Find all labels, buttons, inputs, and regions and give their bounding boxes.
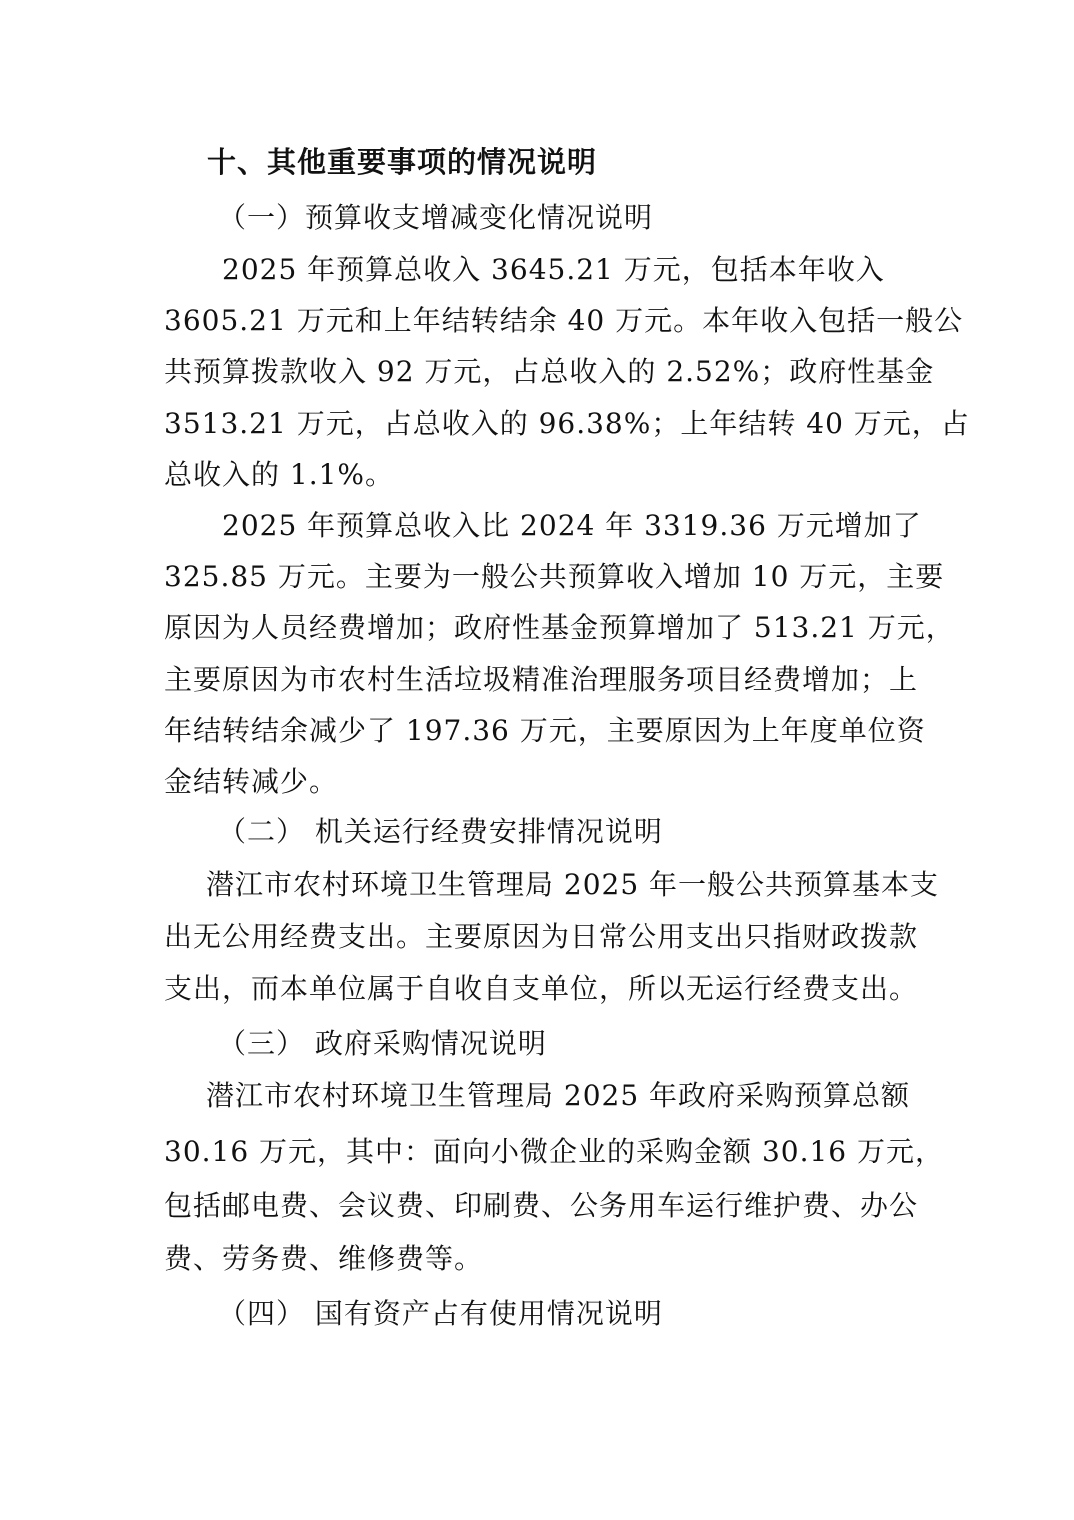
- paragraph-line: 2025 年预算总收入比 2024 年 3319.36 万元增加了: [222, 509, 922, 542]
- paragraph-line: 金结转减少。: [164, 765, 339, 798]
- paragraph-line: 2025 年预算总收入 3645.21 万元，包括本年收入: [222, 253, 885, 286]
- paragraph-line: 费、劳务费、维修费等。: [164, 1242, 484, 1275]
- paragraph-line: 包括邮电费、会议费、印刷费、公务用车运行维护费、办公: [164, 1189, 919, 1222]
- paragraph-line: 支出，而本单位属于自收自支单位，所以无运行经费支出。: [164, 972, 919, 1005]
- paragraph-line: 总收入的 1.1%。: [164, 458, 395, 491]
- section-heading: 十、其他重要事项的情况说明: [207, 145, 598, 179]
- paragraph-line: 3513.21 万元，占总收入的 96.38%；上年结转 40 万元，占: [164, 407, 970, 440]
- paragraph-line: 共预算拨款收入 92 万元，占总收入的 2.52%；政府性基金: [164, 355, 935, 388]
- paragraph-line: 潜江市农村环境卫生管理局 2025 年政府采购预算总额: [206, 1079, 911, 1112]
- paragraph-line: 30.16 万元，其中：面向小微企业的采购金额 30.16 万元，: [164, 1135, 945, 1168]
- paragraph-line: 主要原因为市农村生活垃圾精准治理服务项目经费增加；上: [164, 663, 919, 696]
- paragraph-line: 年结转结余减少了 197.36 万元，主要原因为上年度单位资: [164, 714, 926, 747]
- paragraph-line: 原因为人员经费增加；政府性基金预算增加了 513.21 万元，: [164, 611, 955, 644]
- paragraph-line: 出无公用经费支出。主要原因为日常公用支出只指财政拨款: [164, 920, 919, 953]
- paragraph-line: 325.85 万元。主要为一般公共预算收入增加 10 万元，主要: [164, 560, 945, 593]
- subsection-title-procurement: （三） 政府采购情况说明: [218, 1027, 547, 1060]
- paragraph-line: 潜江市农村环境卫生管理局 2025 年一般公共预算基本支: [206, 868, 940, 901]
- subsection-title-budget-change: （一）预算收支增减变化情况说明: [218, 201, 654, 234]
- subsection-title-state-assets: （四） 国有资产占有使用情况说明: [218, 1297, 663, 1330]
- paragraph-line: 3605.21 万元和上年结转结余 40 万元。本年收入包括一般公: [164, 304, 964, 337]
- subsection-title-operating-costs: （二） 机关运行经费安排情况说明: [218, 815, 663, 848]
